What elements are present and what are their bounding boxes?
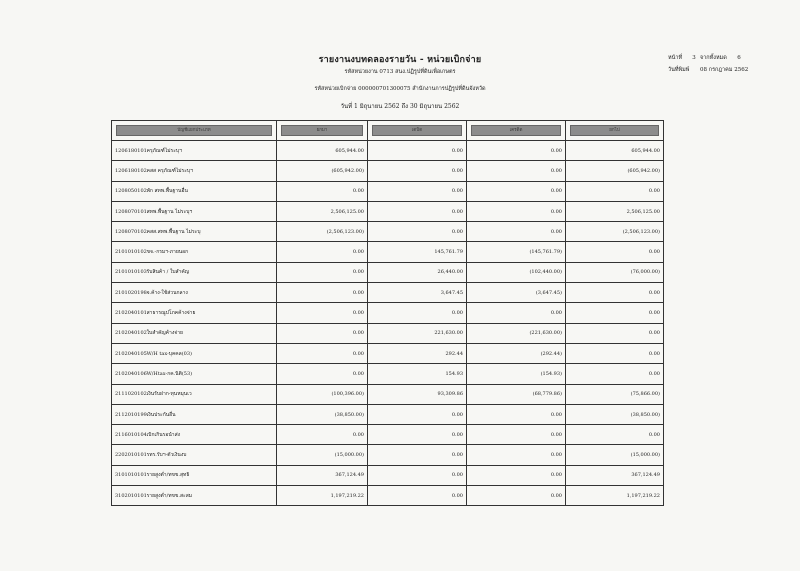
carried-forward-cell: (605,942.00) bbox=[566, 161, 664, 181]
brought-forward-cell: (100,396.00) bbox=[277, 384, 368, 404]
account-code: 1206180102 bbox=[115, 167, 147, 174]
brought-forward-cell: (15,000.00) bbox=[277, 445, 368, 465]
account-name: รับสินค้า / ใบสำคัญ bbox=[146, 269, 190, 276]
debit-cell: 26,440.00 bbox=[368, 262, 467, 282]
brought-forward-cell: 2,506,125.00 bbox=[277, 201, 368, 221]
table-row bbox=[112, 181, 664, 201]
brought-forward-cell: (2,506,123.00) bbox=[277, 222, 368, 242]
credit-cell: (102,440.00) bbox=[467, 262, 566, 282]
table-header-row bbox=[112, 121, 664, 141]
account-name: ครุภัณฑ์ไม่ระบุฯ bbox=[146, 147, 182, 154]
carried-forward-cell: 367,124.49 bbox=[566, 465, 664, 485]
department-line: รหัสหน่วยงาน 0713 สนง.ปฏิรูปที่ดินเพื่อเกษตร bbox=[344, 69, 456, 75]
account-name: ขจ.-กรมฯ-ภายนอก bbox=[146, 249, 189, 256]
carried-forward-cell: (75,866.00) bbox=[566, 384, 664, 404]
debit-cell: 292.44 bbox=[368, 343, 467, 363]
table-row bbox=[112, 141, 664, 161]
carried-forward-cell: 0.00 bbox=[566, 343, 664, 363]
carried-forward-cell: 605,944.00 bbox=[566, 141, 664, 161]
account-name: W/Htax-กค.นิติ(53) bbox=[146, 370, 193, 377]
account-name: รายสูงต่ำ/ทขข.สะสม bbox=[146, 492, 193, 499]
credit-cell: (154.93) bbox=[467, 364, 566, 384]
account-code: 2102040101 bbox=[115, 310, 147, 317]
debit-cell: 154.93 bbox=[368, 364, 467, 384]
account-code: 2102040105 bbox=[115, 350, 147, 357]
header-account: บัญชีแยกประเภท bbox=[112, 121, 277, 141]
carried-forward-cell: 1,197,219.22 bbox=[566, 486, 664, 506]
credit-cell: 0.00 bbox=[467, 141, 566, 161]
total-pages: 6 bbox=[737, 55, 741, 61]
table-row bbox=[112, 303, 664, 323]
account-cell bbox=[112, 404, 277, 424]
account-code: 2101020198 bbox=[115, 289, 147, 296]
account-code: 1206180101 bbox=[115, 147, 147, 154]
table-row bbox=[112, 343, 664, 363]
account-code: 2101010103 bbox=[115, 269, 147, 276]
header-brought-forward: ยกมา bbox=[277, 121, 368, 141]
disbursement-unit-line: รหัสหน่วยเบิกจ่าย 000000701300075 สำนักงานการปฏิรูปที่ดินจังหวัด bbox=[314, 86, 486, 92]
carried-forward-cell: 0.00 bbox=[566, 425, 664, 445]
account-name: พัก สทพ.พื้นฐานอื่น bbox=[146, 188, 188, 195]
carried-forward-cell: 0.00 bbox=[566, 283, 664, 303]
account-code: 2101010102 bbox=[115, 249, 147, 256]
brought-forward-cell: 0.00 bbox=[277, 181, 368, 201]
account-name: คสส ครุภัณฑ์ไม่ระบุฯ bbox=[146, 167, 193, 174]
debit-cell: 0.00 bbox=[368, 303, 467, 323]
carried-forward-cell: (2,506,123.00) bbox=[566, 222, 664, 242]
credit-cell: 0.00 bbox=[467, 303, 566, 323]
account-name: คสส.สทพ.พื้นฐาน ไม่ระบุ bbox=[146, 228, 201, 235]
page-label: หน้าที่ bbox=[668, 55, 683, 61]
account-code: 2102040102 bbox=[115, 330, 147, 337]
carried-forward-cell: 0.00 bbox=[566, 181, 664, 201]
account-cell bbox=[112, 425, 277, 445]
account-cell bbox=[112, 445, 277, 465]
print-date-label: วันที่พิมพ์ bbox=[668, 67, 690, 73]
table-row bbox=[112, 404, 664, 424]
credit-cell: 0.00 bbox=[467, 445, 566, 465]
debit-cell: 93,309.86 bbox=[368, 384, 467, 404]
credit-cell: (221,630.00) bbox=[467, 323, 566, 343]
brought-forward-cell: 0.00 bbox=[277, 303, 368, 323]
table-row bbox=[112, 445, 664, 465]
carried-forward-cell: (15,000.00) bbox=[566, 445, 664, 465]
brought-forward-cell: (38,850.00) bbox=[277, 404, 368, 424]
brought-forward-cell: 0.00 bbox=[277, 283, 368, 303]
account-cell bbox=[112, 181, 277, 201]
credit-cell: 0.00 bbox=[467, 425, 566, 445]
header-credit: เครดิต bbox=[467, 121, 566, 141]
account-name: จ.ค้าง-ใช้ส่วนกลาง bbox=[146, 289, 188, 296]
brought-forward-cell: 1,197,219.22 bbox=[277, 486, 368, 506]
account-code: 3101010101 bbox=[115, 472, 147, 479]
account-cell bbox=[112, 262, 277, 282]
table-row bbox=[112, 222, 664, 242]
credit-cell: (68,779.86) bbox=[467, 384, 566, 404]
debit-cell: 0.00 bbox=[368, 222, 467, 242]
debit-cell: 0.00 bbox=[368, 161, 467, 181]
date-range: วันที่ 1 มิถุนายน 2562 ถึง 30 มิถุนายน 2562 bbox=[340, 103, 460, 110]
account-cell bbox=[112, 242, 277, 262]
account-cell bbox=[112, 222, 277, 242]
credit-cell: (3,647.45) bbox=[467, 283, 566, 303]
table-row bbox=[112, 262, 664, 282]
carried-forward-cell: 0.00 bbox=[566, 323, 664, 343]
brought-forward-cell: 605,944.00 bbox=[277, 141, 368, 161]
table-row bbox=[112, 283, 664, 303]
brought-forward-cell: 0.00 bbox=[277, 262, 368, 282]
carried-forward-cell: 2,506,125.00 bbox=[566, 201, 664, 221]
account-cell bbox=[112, 161, 277, 181]
account-name: เบิกเกินรอนำส่ง bbox=[146, 431, 181, 438]
account-name: เงินรับฝาก-ทุนหมุนเว bbox=[146, 391, 192, 398]
carried-forward-cell: (76,000.00) bbox=[566, 262, 664, 282]
credit-cell: 0.00 bbox=[467, 181, 566, 201]
brought-forward-cell: 0.00 bbox=[277, 425, 368, 445]
account-name: เงินประกันอื่น bbox=[146, 411, 176, 418]
carried-forward-cell: 0.00 bbox=[566, 242, 664, 262]
brought-forward-cell: 0.00 bbox=[277, 323, 368, 343]
brought-forward-cell: 0.00 bbox=[277, 343, 368, 363]
page-number: 3 bbox=[692, 55, 696, 61]
debit-cell: 3,647.45 bbox=[368, 283, 467, 303]
account-code: 2116010104 bbox=[115, 431, 147, 438]
account-cell bbox=[112, 283, 277, 303]
credit-cell: 0.00 bbox=[467, 465, 566, 485]
account-cell bbox=[112, 343, 277, 363]
account-code: 2202010101 bbox=[115, 452, 147, 459]
account-code: 3102010101 bbox=[115, 492, 147, 499]
carried-forward-cell: 0.00 bbox=[566, 364, 664, 384]
credit-cell: 0.00 bbox=[467, 161, 566, 181]
debit-cell: 0.00 bbox=[368, 486, 467, 506]
report-title: รายงานงบทดลองรายวัน - หน่วยเบิกจ่าย bbox=[318, 55, 482, 65]
account-code: 2111020102 bbox=[115, 391, 147, 398]
credit-cell: (145,761.79) bbox=[467, 242, 566, 262]
account-cell bbox=[112, 303, 277, 323]
account-cell bbox=[112, 384, 277, 404]
credit-cell: 0.00 bbox=[467, 222, 566, 242]
brought-forward-cell: 0.00 bbox=[277, 242, 368, 262]
account-cell bbox=[112, 364, 277, 384]
account-cell bbox=[112, 486, 277, 506]
carried-forward-cell: 0.00 bbox=[566, 303, 664, 323]
table-row bbox=[112, 465, 664, 485]
debit-cell: 221,630.00 bbox=[368, 323, 467, 343]
trial-balance-table bbox=[111, 120, 664, 506]
header-debit: เดบิต bbox=[368, 121, 467, 141]
brought-forward-cell: 0.00 bbox=[277, 364, 368, 384]
debit-cell: 145,761.79 bbox=[368, 242, 467, 262]
account-cell bbox=[112, 323, 277, 343]
account-code: 1208070101 bbox=[115, 208, 147, 215]
credit-cell: 0.00 bbox=[467, 201, 566, 221]
debit-cell: 0.00 bbox=[368, 201, 467, 221]
table-row bbox=[112, 364, 664, 384]
credit-cell: 0.00 bbox=[467, 404, 566, 424]
account-name: ใบสำคัญค้างจ่าย bbox=[146, 330, 183, 337]
account-cell bbox=[112, 201, 277, 221]
debit-cell: 0.00 bbox=[368, 465, 467, 485]
account-name: รทร.รับฯ-ตัวเงินงบ bbox=[146, 452, 187, 459]
table-row bbox=[112, 384, 664, 404]
debit-cell: 0.00 bbox=[368, 181, 467, 201]
account-name: สทพ.พื้นฐาน ไม่ระบุฯ bbox=[146, 208, 193, 215]
page-meta bbox=[668, 52, 748, 76]
header-carried-forward: ยกไป bbox=[566, 121, 664, 141]
debit-cell: 0.00 bbox=[368, 445, 467, 465]
table-row bbox=[112, 425, 664, 445]
brought-forward-cell: 367,124.49 bbox=[277, 465, 368, 485]
account-code: 2112010199 bbox=[115, 411, 147, 418]
brought-forward-cell: (605,942.00) bbox=[277, 161, 368, 181]
table-row bbox=[112, 486, 664, 506]
account-code: 1208070102 bbox=[115, 228, 147, 235]
debit-cell: 0.00 bbox=[368, 404, 467, 424]
carried-forward-cell: (38,850.00) bbox=[566, 404, 664, 424]
table-row bbox=[112, 161, 664, 181]
credit-cell: (292.44) bbox=[467, 343, 566, 363]
account-name: รายสูงต่ำ/ทขข.สุทธิ bbox=[146, 472, 190, 479]
table-row bbox=[112, 323, 664, 343]
debit-cell: 0.00 bbox=[368, 141, 467, 161]
credit-cell: 0.00 bbox=[467, 486, 566, 506]
account-name: สาธารณูปโภคค้างจ่าย bbox=[146, 310, 196, 317]
table-row bbox=[112, 201, 664, 221]
account-cell bbox=[112, 141, 277, 161]
account-code: 2102040106 bbox=[115, 370, 147, 377]
debit-cell: 0.00 bbox=[368, 425, 467, 445]
print-date: 08 กรกฎาคม 2562 bbox=[700, 67, 749, 73]
table-row bbox=[112, 242, 664, 262]
account-cell bbox=[112, 465, 277, 485]
account-code: 1208050102 bbox=[115, 188, 147, 195]
total-label: จากทั้งหมด bbox=[700, 55, 727, 61]
account-name: W/H tax-บุคคล(03) bbox=[146, 350, 192, 357]
